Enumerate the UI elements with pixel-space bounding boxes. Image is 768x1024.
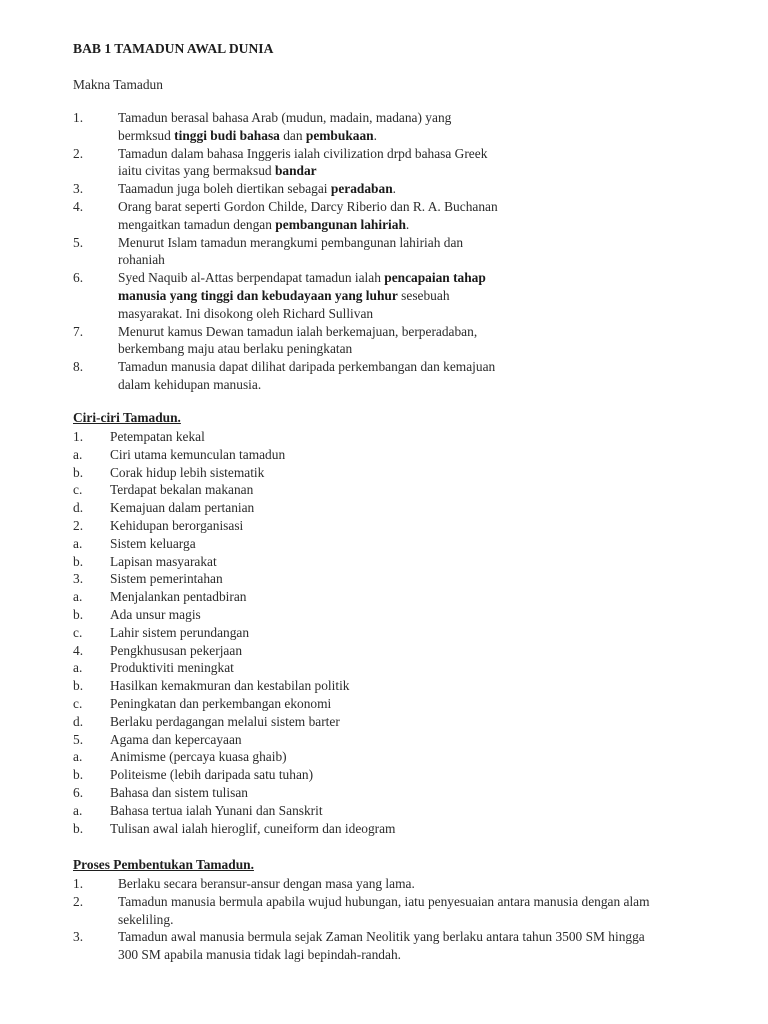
list-item-line (118, 199, 498, 215)
list-marker: 6. (73, 785, 84, 800)
text-segment: Tamadun manusia dapat dilihat daripada perkembangan dan kemajuan (118, 359, 496, 375)
list-item-line: Berlaku secara beransur-ansur dengan masa yang lama. (118, 876, 415, 891)
list-marker: d. (73, 713, 84, 729)
list-marker: a. (73, 802, 83, 818)
list-number: 6. (73, 270, 84, 286)
list-item: Sistem pemerintahan (110, 571, 223, 587)
list-marker: b. (73, 678, 84, 694)
list-marker: 2. (73, 518, 84, 533)
list-item-line: Tamadun manusia bermula apabila wujud hubungan, iatu penyesuaian antara manusia dengan alam (118, 893, 650, 909)
text-segment: Taamadun juga boleh diertikan sebagai (118, 181, 331, 197)
list-item: Pengkhususan pekerjaan (110, 642, 243, 658)
list-marker: 5. (73, 731, 84, 747)
bold-term: pembukaan (305, 127, 374, 143)
text-segment: berkembang maju atau berlaku peningkatan (118, 341, 353, 357)
list-item: Produktiviti meningkat (110, 660, 234, 676)
list-marker: b. (73, 820, 84, 836)
list-number: 1. (73, 876, 84, 891)
list-item-line (118, 163, 317, 179)
list-item-line (118, 270, 486, 286)
list-marker: a. (73, 446, 83, 462)
list-item: Kehidupan berorganisasi (110, 518, 244, 533)
list-item-line (118, 377, 261, 393)
list-item: Sistem keluarga (110, 535, 196, 551)
text-segment: Menurut kamus Dewan tamadun ialah berkemajuan, berperadaban, (118, 323, 478, 339)
list-item: Kemajuan dalam pertanian (110, 500, 255, 516)
list-item: Berlaku perdagangan melalui sistem barter (110, 713, 340, 729)
text-segment: iaitu civitas yang bermaksud (118, 163, 275, 179)
list-item: Bahasa tertua ialah Yunani dan Sanskrit (110, 802, 323, 818)
list-item: Lahir sistem perundangan (110, 624, 250, 640)
list-item: Corak hidup lebih sistematik (110, 464, 265, 480)
list-item-line (118, 252, 165, 268)
document-title: BAB 1 TAMADUN AWAL DUNIA (73, 41, 274, 56)
list-number: 3. (73, 929, 84, 945)
list-marker: 4. (73, 642, 84, 658)
list-item-line (118, 128, 377, 144)
list-item-line (118, 359, 495, 375)
bold-term: bandar (274, 163, 317, 179)
text-segment: dalam kehidupan manusia. (118, 377, 262, 392)
list-item-line (118, 146, 487, 162)
list-number: 5. (73, 234, 84, 250)
text-segment: rohaniah (118, 252, 165, 268)
section-heading-proses: Proses Pembentukan Tamadun. (73, 857, 254, 872)
list-marker: a. (73, 660, 83, 676)
list-number: 4. (73, 199, 84, 214)
section-subtitle-makna: Makna Tamadun (73, 77, 163, 92)
list-item: Peningkatan dan perkembangan ekonomi (110, 696, 332, 711)
list-number: 1. (73, 110, 84, 125)
list-item-line: 300 SM apabila manusia tidak lagi bepindah-randah. (118, 947, 401, 963)
list-item: Petempatan kekal (110, 429, 205, 444)
text-segment: Orang barat seperti Gordon Childe, Darcy Riberio dan R. A. Buchanan (118, 199, 498, 214)
list-item-line (118, 324, 477, 340)
bold-term: peradaban (330, 181, 393, 197)
list-number: 7. (73, 323, 84, 339)
list-item: Bahasa dan sistem tulisan (110, 785, 248, 800)
list-item: Politeisme (lebih daripada satu tuhan) (110, 767, 314, 783)
list-marker: b. (73, 767, 84, 783)
list-item-line (118, 110, 451, 126)
bold-term: tinggi budi bahasa (174, 127, 280, 143)
list-marker: a. (73, 749, 83, 765)
list-number: 2. (73, 145, 84, 161)
bold-term: pencapaian tahap (384, 270, 486, 286)
list-item: Ciri utama kemunculan tamadun (110, 446, 286, 462)
list-item: Terdapat bekalan makanan (110, 482, 254, 498)
list-item: Tulisan awal ialah hieroglif, cuneiform dan ideogram (110, 820, 396, 836)
list-item: Hasilkan kemakmuran dan kestabilan politik (110, 678, 350, 694)
list-marker: c. (73, 482, 83, 498)
list-marker: d. (73, 500, 84, 516)
list-item-line (118, 181, 396, 197)
text-segment: dan (279, 127, 306, 143)
text-segment: sesebuah (397, 288, 450, 303)
text-segment: bermksud (118, 127, 175, 143)
text-segment: . (373, 127, 377, 143)
list-marker: b. (73, 553, 84, 569)
list-item-line (118, 341, 352, 357)
list-item-line (118, 217, 409, 233)
list-item-line (118, 235, 463, 251)
list-number: 8. (73, 359, 84, 375)
list-item: Ada unsur magis (110, 607, 201, 622)
section-heading-ciri: Ciri-ciri Tamadun. (73, 410, 181, 425)
bold-term: manusia yang tinggi dan kebudayaan yang luhur (118, 288, 398, 303)
list-marker: b. (73, 607, 84, 622)
text-segment: Menurut Islam tamadun merangkumi pembangunan lahiriah dan (118, 234, 464, 250)
text-segment: . (405, 216, 410, 232)
list-marker: a. (73, 535, 83, 551)
list-item-line (118, 306, 373, 322)
bold-term: pembangunan lahiriah (275, 216, 406, 232)
text-segment: . (392, 181, 396, 197)
list-item-line: sekeliling. (118, 911, 174, 927)
text-segment: masyarakat. Ini disokong oleh Richard Sullivan (118, 305, 374, 321)
text-segment: Tamadun dalam bahasa Inggeris ialah civilization drpd bahasa Greek (118, 145, 488, 161)
list-item: Agama dan kepercayaan (110, 731, 242, 747)
text-segment: mengaitkan tamadun dengan (118, 216, 276, 232)
list-marker: c. (73, 696, 83, 711)
list-item-line (118, 288, 450, 304)
list-marker: c. (73, 624, 83, 640)
list-marker: a. (73, 589, 83, 605)
list-item-line: Tamadun awal manusia bermula sejak Zaman Neolitik yang berlaku antara tahun 3500 SM hingga (118, 929, 645, 945)
list-marker: b. (73, 464, 84, 480)
text-segment: Syed Naquib al-Attas berpendapat tamadun ialah (118, 270, 385, 286)
list-item: Menjalankan pentadbiran (110, 589, 247, 605)
list-marker: 1. (73, 429, 84, 444)
list-item: Animisme (percaya kuasa ghaib) (110, 749, 287, 765)
list-marker: 3. (73, 571, 84, 587)
list-item: Lapisan masyarakat (110, 553, 217, 569)
list-number: 2. (73, 893, 84, 909)
list-number: 3. (73, 181, 84, 197)
text-segment: Tamadun berasal bahasa Arab (mudun, madain, madana) yang (118, 110, 452, 125)
